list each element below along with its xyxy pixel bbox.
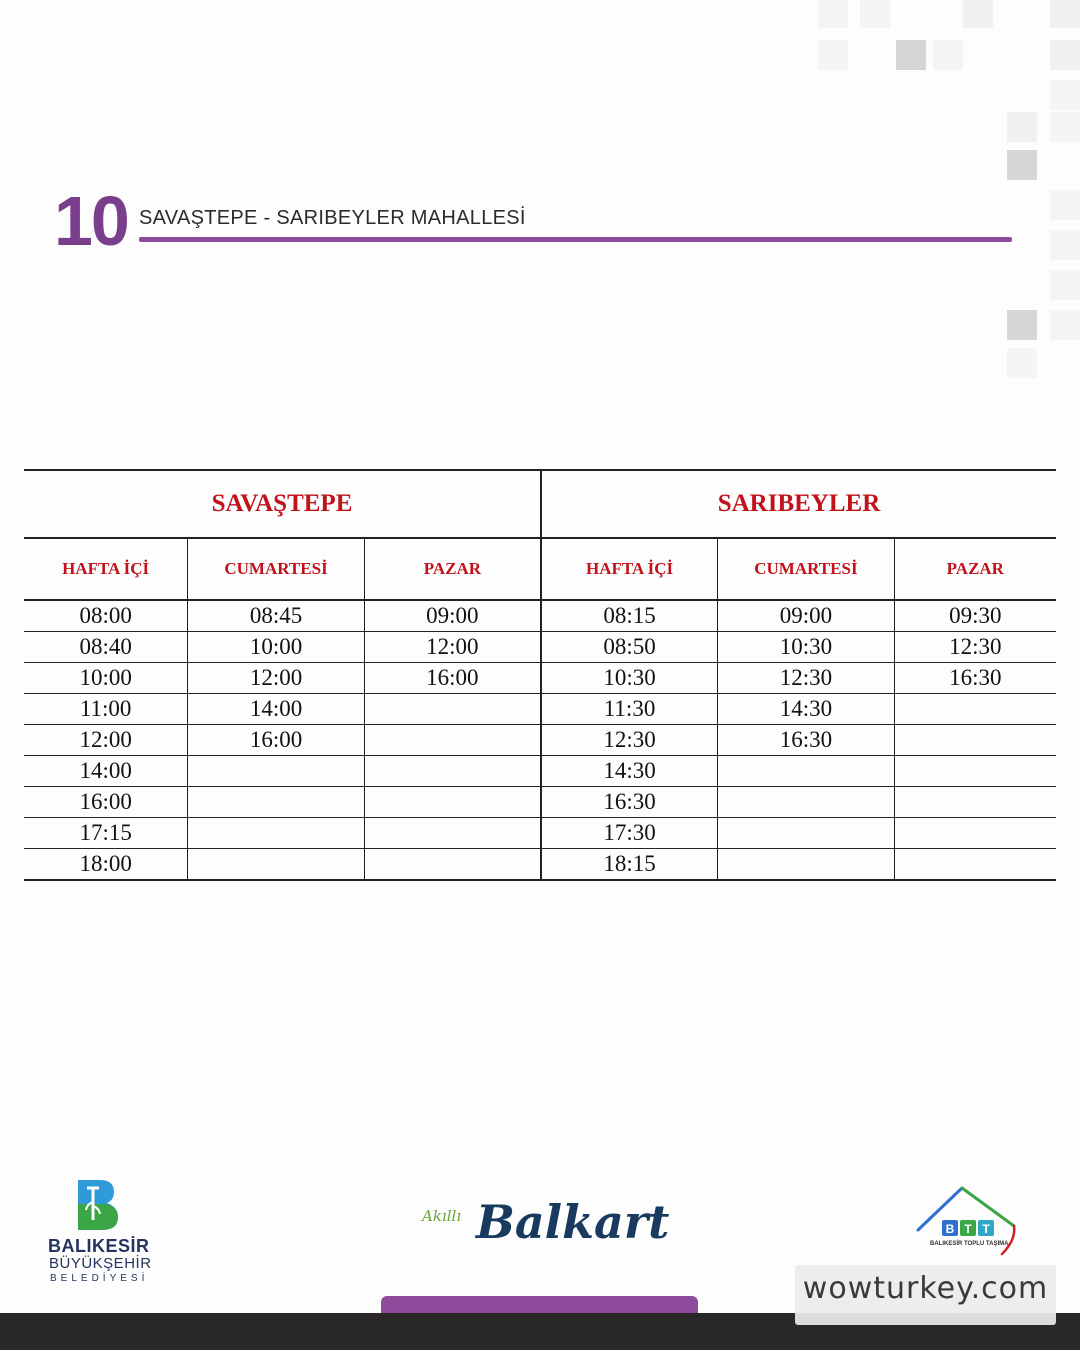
time-cell [718,849,895,881]
time-cell: 08:45 [188,600,365,632]
decor-square [1050,80,1080,110]
group-header-row [24,470,1056,538]
time-cell: 16:00 [24,787,188,818]
decor-square [1007,112,1037,142]
time-cell: 11:00 [24,694,188,725]
decor-square [1007,150,1037,180]
group-header-savastepe: SAVAŞTEPE [24,470,541,538]
time-cell [718,787,895,818]
time-cell [364,787,541,818]
group-header-saribeyler: SARIBEYLER [541,470,1056,538]
decor-square [933,40,963,70]
decor-square [1050,112,1080,142]
title-underline [139,237,1012,242]
time-cell: 14:00 [24,756,188,787]
table-row [24,818,1056,849]
time-cell: 10:00 [24,663,188,694]
table-row [24,756,1056,787]
decor-square [896,40,926,70]
btt-letter: T [982,1222,990,1236]
time-cell [188,756,365,787]
table-row [24,849,1056,881]
day-header-row [24,538,1056,600]
time-cell: 08:00 [24,600,188,632]
table-row [24,663,1056,694]
time-cell: 17:30 [541,818,718,849]
bbb-name-line3: BELEDİYESİ [50,1273,149,1284]
time-cell: 12:30 [718,663,895,694]
time-cell: 16:30 [541,787,718,818]
time-cell: 12:00 [188,663,365,694]
time-cell: 12:00 [24,725,188,756]
decor-square [963,0,993,28]
day-header: CUMARTESİ [718,538,895,600]
time-cell [894,694,1056,725]
time-cell [894,849,1056,881]
time-cell: 11:30 [541,694,718,725]
decor-square [818,40,848,70]
time-cell: 09:30 [894,600,1056,632]
time-cell: 18:15 [541,849,718,881]
time-cell [364,725,541,756]
table-row [24,600,1056,632]
time-cell: 10:00 [188,632,365,663]
time-cell [364,818,541,849]
table-row [24,725,1056,756]
decor-square [1007,348,1037,378]
time-cell: 16:00 [364,663,541,694]
time-cell: 16:30 [894,663,1056,694]
time-cell: 09:00 [364,600,541,632]
time-cell: 12:30 [894,632,1056,663]
time-cell [364,849,541,881]
decor-square [1050,310,1080,340]
time-cell [364,756,541,787]
time-cell [894,818,1056,849]
watermark-text: wowturkey.com [802,1271,1049,1306]
bbb-name-line2: BÜYÜKŞEHİR [49,1255,152,1272]
time-cell [188,849,365,881]
time-cell: 10:30 [541,663,718,694]
time-cell: 08:40 [24,632,188,663]
decor-square [1050,230,1080,260]
decor-square [1050,0,1080,28]
balikesir-municipality-logo [48,1180,168,1290]
decor-square [1050,40,1080,70]
time-cell [188,787,365,818]
btt-logo [912,1180,1032,1260]
btt-house-logo-icon [912,1180,1032,1260]
route-number: 10 [54,182,128,260]
schedule-table [24,469,1056,881]
time-cell [894,725,1056,756]
table-row [24,632,1056,663]
day-header: HAFTA İÇİ [24,538,188,600]
bbb-name-line1: BALIKESİR [48,1236,150,1256]
time-cell [718,756,895,787]
time-cell [364,694,541,725]
table-row [24,787,1056,818]
time-cell: 14:00 [188,694,365,725]
day-header: HAFTA İÇİ [541,538,718,600]
time-cell: 09:00 [718,600,895,632]
decor-square [1050,190,1080,220]
time-cell: 14:30 [718,694,895,725]
time-cell: 17:15 [24,818,188,849]
table-row [24,694,1056,725]
day-header: CUMARTESİ [188,538,365,600]
watermark-box [795,1265,1056,1325]
day-header: PAZAR [364,538,541,600]
balkart-logo [418,1195,668,1265]
balkart-small-text: Akıllı [422,1207,462,1225]
time-cell [718,818,895,849]
time-cell: 14:30 [541,756,718,787]
btt-caption: BALIKESİR TOPLU TAŞIMA [930,1241,1009,1247]
time-cell [188,818,365,849]
decor-square [860,0,890,28]
btt-letter: T [964,1222,972,1236]
time-cell: 08:50 [541,632,718,663]
decor-square [1050,270,1080,300]
time-cell [894,756,1056,787]
decor-square [818,0,848,28]
time-cell: 10:30 [718,632,895,663]
time-cell: 16:00 [188,725,365,756]
time-cell: 12:30 [541,725,718,756]
time-cell [894,787,1056,818]
time-cell: 18:00 [24,849,188,881]
balkart-wordmark: Balkart [476,1195,670,1249]
time-cell: 16:30 [718,725,895,756]
balikesir-b-logo-icon [78,1180,118,1230]
route-title: SAVAŞTEPE - SARIBEYLER MAHALLESİ [139,207,526,229]
decor-square [1007,310,1037,340]
btt-letter: B [945,1222,955,1236]
day-header: PAZAR [894,538,1056,600]
time-cell: 12:00 [364,632,541,663]
time-cell: 08:15 [541,600,718,632]
